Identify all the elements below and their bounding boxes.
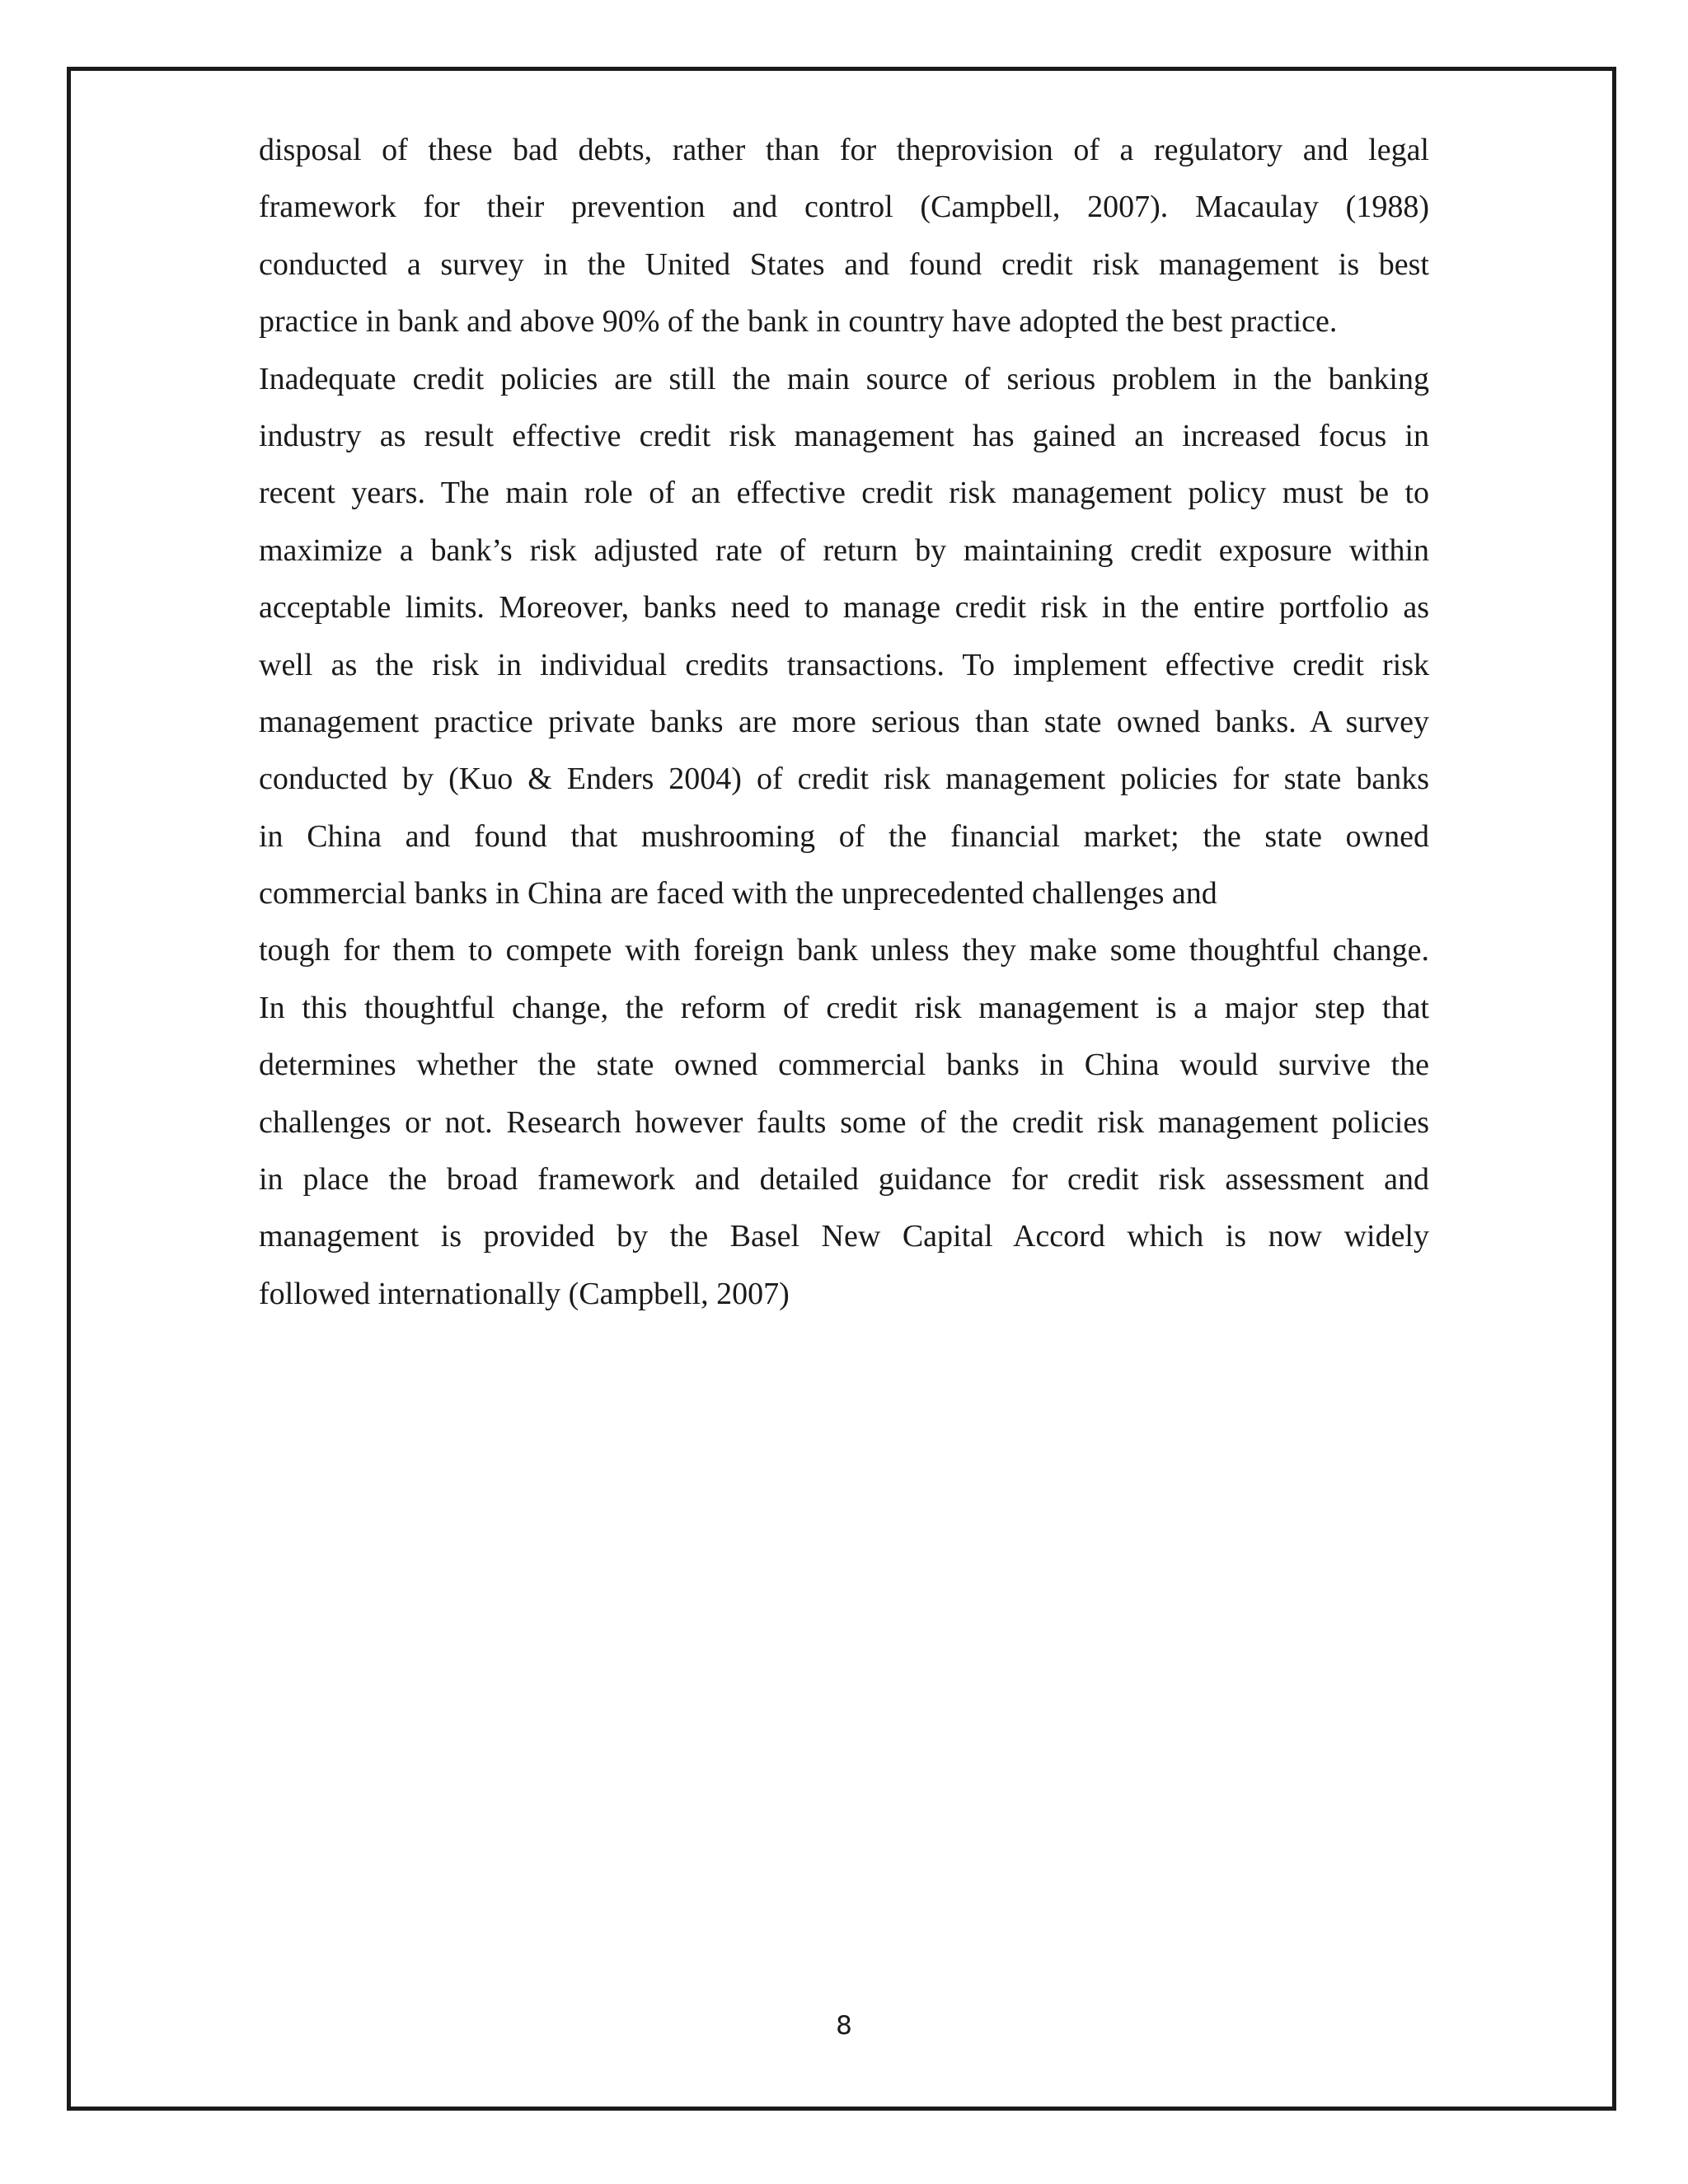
text-line: in China and found that mushrooming of the financial market; the state owned — [259, 818, 1429, 854]
text-line: practice in bank and above 90% of the bank in country have adopted the best practice. — [259, 304, 1338, 340]
text-line: acceptable limits. Moreover, banks need to manage credit risk in the entire portfolio as — [259, 590, 1429, 626]
text-line: maximize a bank’s risk adjusted rate of return by maintaining credit exposure within — [259, 532, 1429, 568]
text-line: management is provided by the Basel New Capital Accord which is now widely — [259, 1219, 1429, 1254]
text-line: disposal of these bad debts, rather than for theprovision of a regulatory and legal — [259, 133, 1429, 167]
text-line: Inadequate credit policies are still the main source of serious problem in the banking — [259, 361, 1429, 396]
body-text — [259, 122, 1429, 1323]
page-number: 8 — [836, 2011, 852, 2041]
text-line: commercial banks in China are faced with the unprecedented challenges and — [259, 876, 1217, 912]
text-line: framework for their prevention and control (Campbell, 2007). Macaulay (1988) — [259, 190, 1429, 225]
text-line: determines whether the state owned commercial banks in China would survive the — [259, 1047, 1429, 1083]
text-line: recent years. The main role of an effective credit risk management policy must be to — [259, 476, 1429, 511]
text-line: conducted by (Kuo & Enders 2004) of credit risk management policies for state banks — [259, 762, 1429, 797]
text-line: industry as result effective credit risk management has gained an increased focus in — [259, 418, 1429, 453]
text-line: well as the risk in individual credits transactions. To implement effective credit risk — [259, 647, 1429, 682]
text-line: conducted a survey in the United States and found credit risk management is best — [259, 246, 1429, 282]
text-line: followed internationally (Campbell, 2007) — [259, 1276, 790, 1311]
text-line: in place the broad framework and detailed guidance for credit risk assessment and — [259, 1162, 1429, 1197]
text-line: tough for them to compete with foreign bank unless they make some thoughtful change. — [259, 933, 1429, 968]
text-line: challenges or not. Research however faults some of the credit risk management policies — [259, 1104, 1429, 1140]
text-line: management practice private banks are more serious than state owned banks. A survey — [259, 704, 1429, 739]
text-line: In this thoughtful change, the reform of credit risk management is a major step that — [259, 990, 1429, 1025]
